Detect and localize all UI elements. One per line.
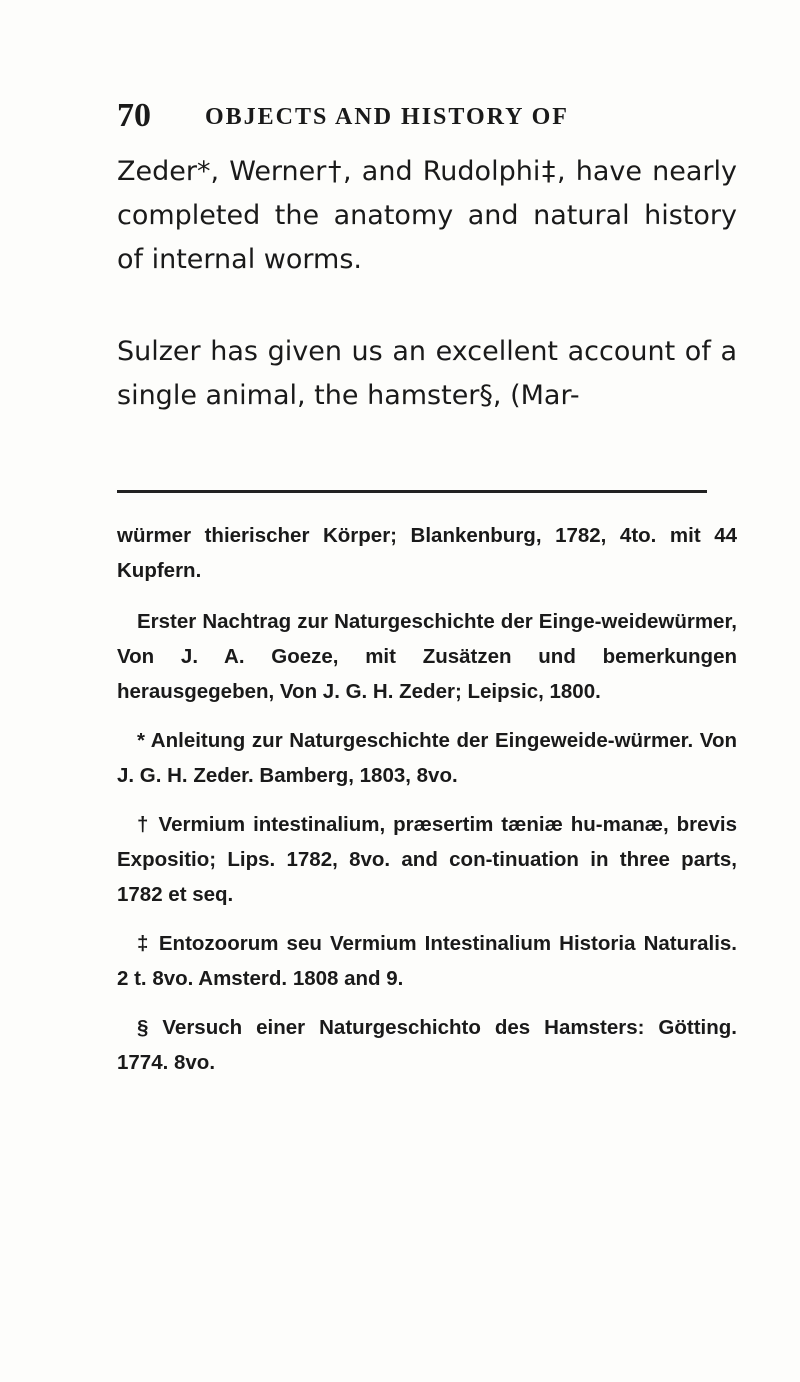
footnote-section: § Versuch einer Naturgeschichto des Hamsters: Götting. 1774. 8vo.: [117, 1016, 737, 1074]
footnotes: [117, 518, 737, 1094]
footnote-erster-nachtrag: Erster Nachtrag zur Naturgeschichte der Einge-weidewürmer, Von J. A. Goeze, mit Zusätzen und bemerkungen herausgegeben, Von J. G. H. Zeder; Leipsic, 1800.: [117, 610, 737, 703]
footnote-dagger: † Vermium intestinalium, præsertim tæniæ hu-manæ, brevis Expositio; Lips. 1782, 8vo. and con-tinuation in three parts, 1782 et seq.: [117, 813, 737, 906]
footnote-divider: [117, 490, 707, 493]
footnote-double-dagger: ‡ Entozoorum seu Vermium Intestinalium Historia Naturalis. 2 t. 8vo. Amsterd. 1808 and 9.: [117, 932, 737, 990]
footnote-asterisk: * Anleitung zur Naturgeschichte der Eingeweide-würmer. Von J. G. H. Zeder. Bamberg, 1803, 8vo.: [117, 729, 737, 787]
body-paragraph-2: Sulzer has given us an excellent account of a single animal, the hamster§, (Mar-: [117, 336, 737, 411]
running-head: OBJECTS AND HISTORY OF: [205, 104, 569, 130]
body-paragraph-1: Zeder*, Werner†, and Rudolphi‡, have nearly completed the anatomy and natural history of internal worms.: [117, 156, 737, 275]
page-number: 70: [117, 97, 151, 134]
footnote-continuation: würmer thierischer Körper; Blankenburg, 1782, 4to. mit 44 Kupfern.: [117, 524, 737, 582]
page-header: [117, 96, 737, 136]
